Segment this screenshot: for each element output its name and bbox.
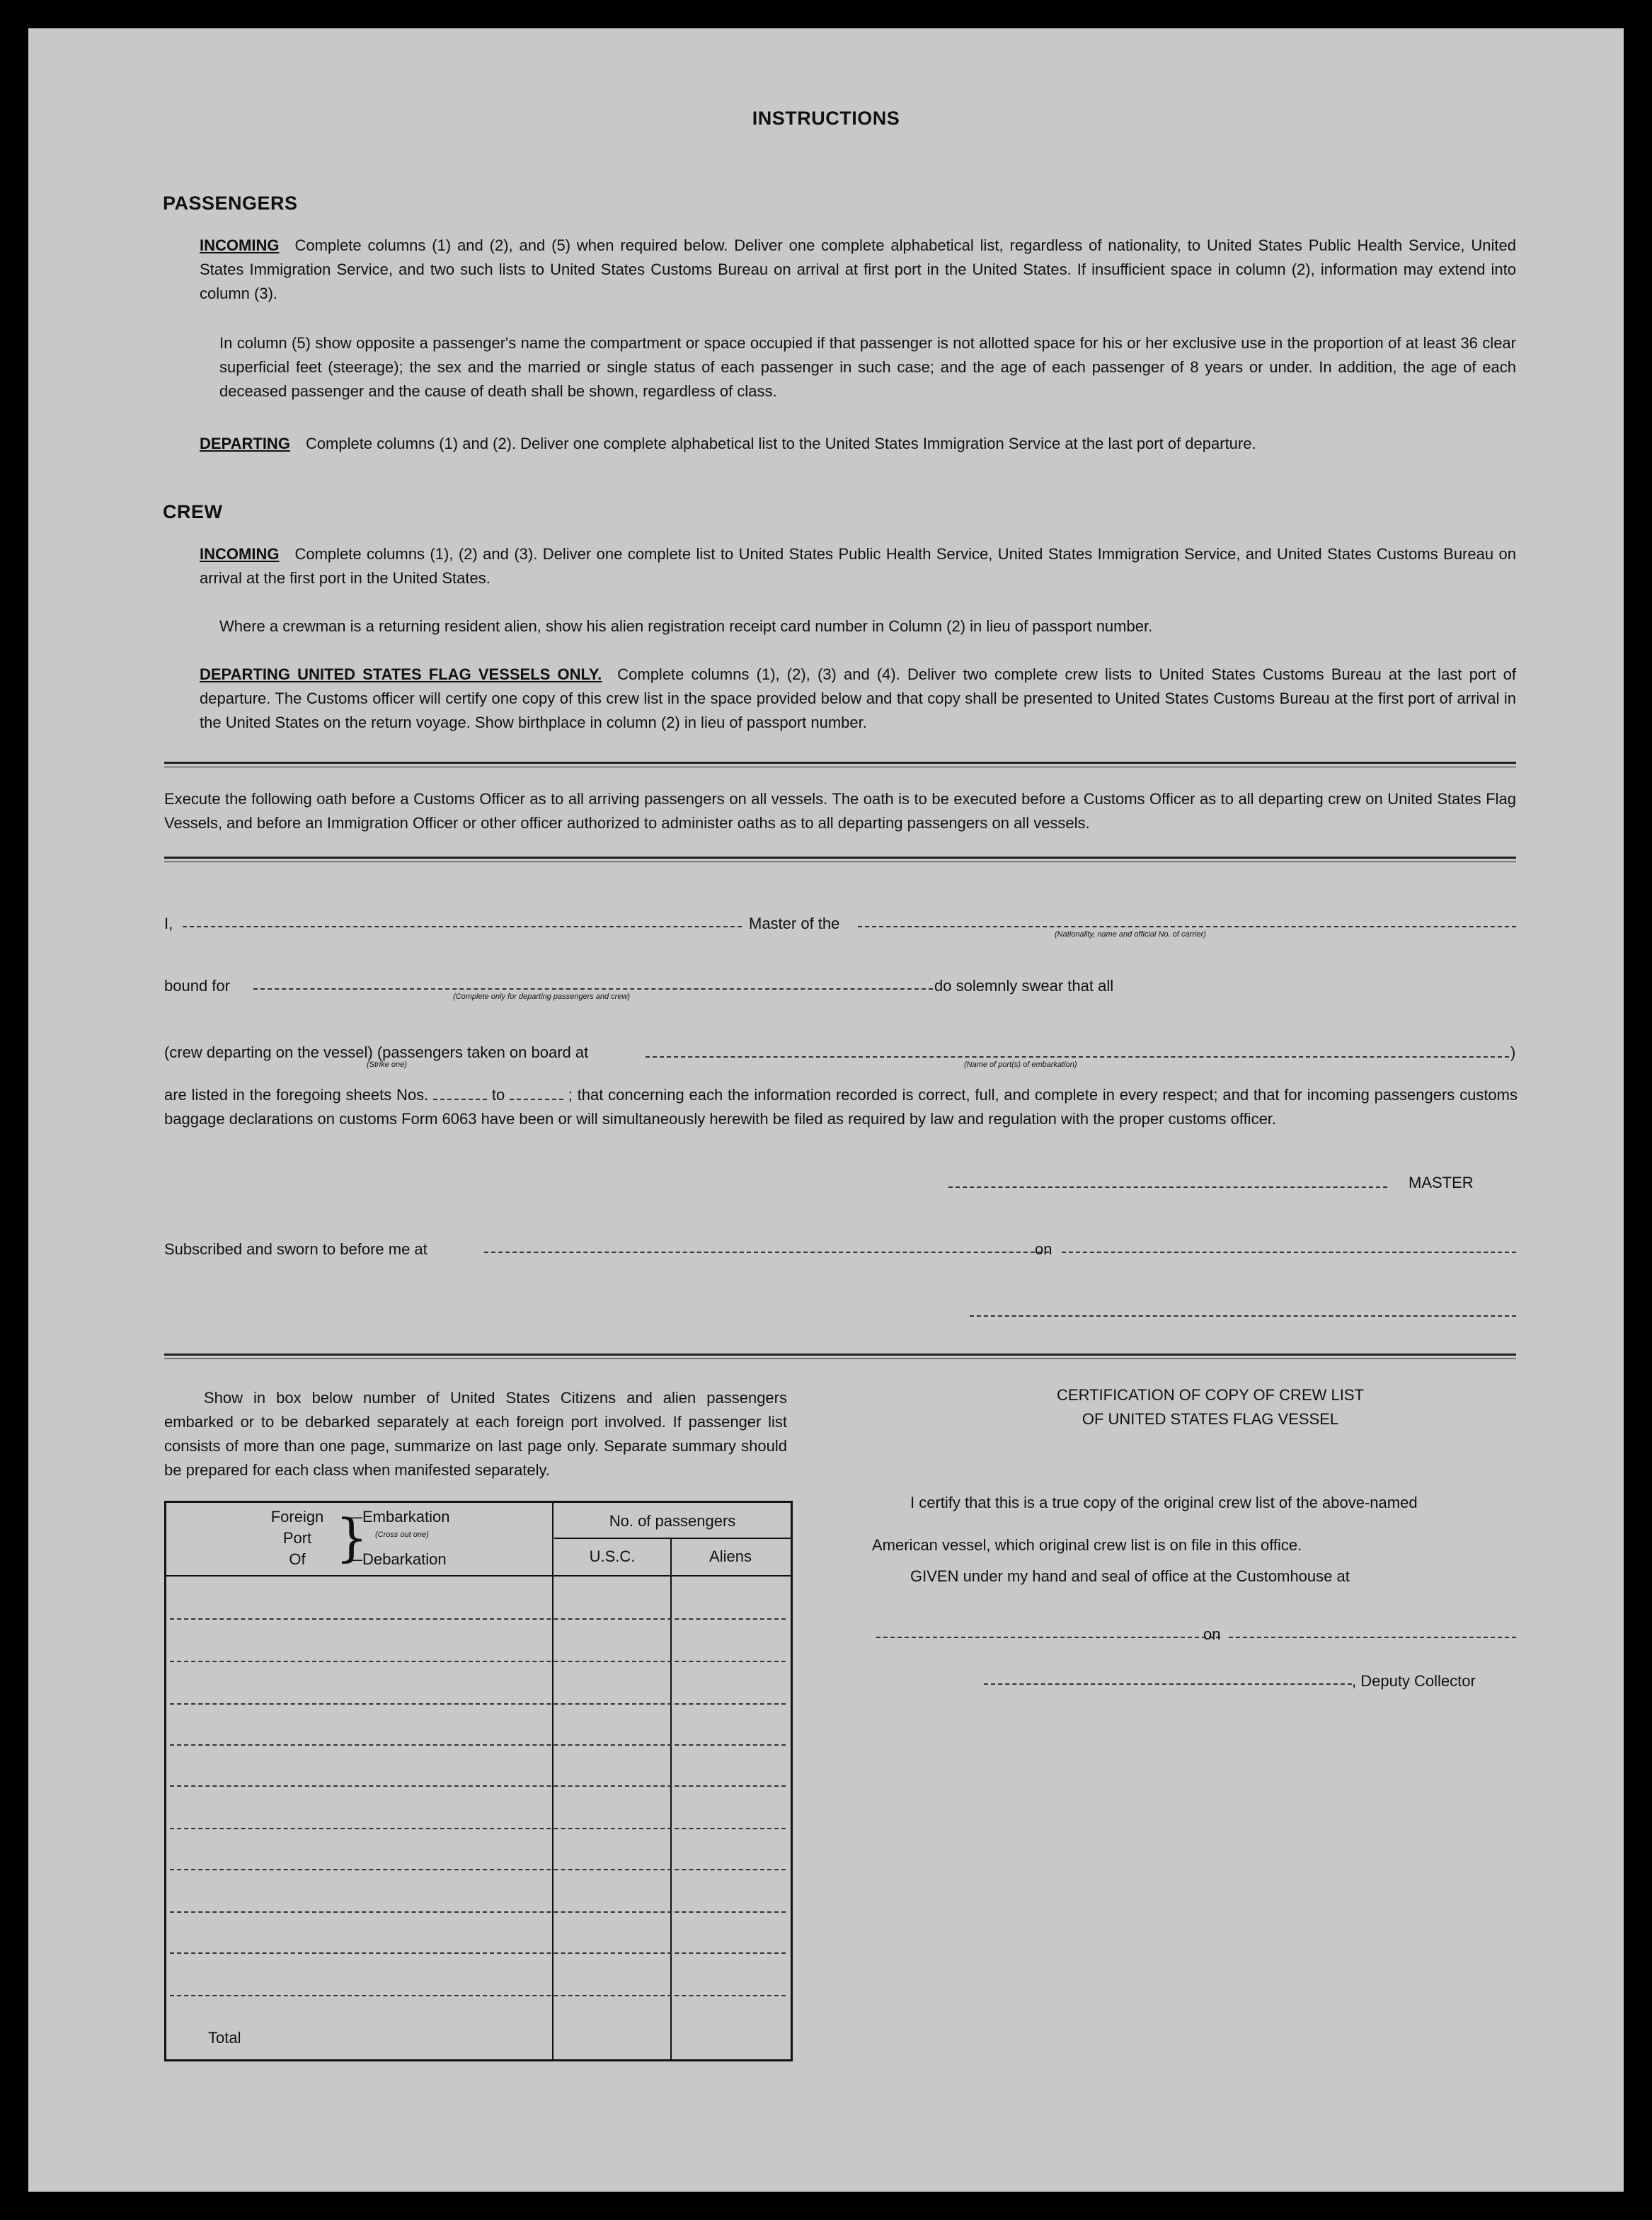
subscribed-label: Subscribed and sworn to before me at [164,1240,428,1258]
bound-for-label: bound for [164,977,230,995]
listed-text-b: ; that concerning each the information recorded is correct, full, and complete in every respect; and that for incoming passengers customs baggage declarations on customs Form 6063 have been or will simultaneously herewith be filed as required by law and regulation with the proper customs officer. [164,1086,1518,1128]
crew-incoming-label: INCOMING [200,545,280,563]
table-row[interactable] [170,1618,786,1620]
summary-table [164,1501,793,2061]
certification-heading-2: OF UNITED STATES FLAG VESSEL [1082,1410,1339,1428]
table-row[interactable] [170,1828,786,1829]
vessel-nationality-field[interactable] [858,926,1516,927]
passengers-incoming-label: INCOMING [200,236,280,254]
master-name-field[interactable] [183,926,742,927]
passengers-column5-paragraph: In column (5) show opposite a passenger's name the compartment or space occupied if that passenger is not allotted space for his or her exclusive use in the proportion of at least 36 clear superficial feet (steerage); the sex and the married or single status of each passenger in such case; and the age of each passenger of 8 years or under. In addition, the age of each deceased passenger and the cause of death shall be shown, regardless of class. [219,334,1516,400]
master-label: MASTER [1409,1174,1474,1191]
usc-header: U.S.C. [589,1547,636,1565]
officer-signature-field[interactable] [970,1315,1516,1317]
crew-departing-strike: (crew departing on the vessel) (passengers taken on board at [164,1043,589,1061]
section-divider [164,857,1516,862]
table-divider [554,1538,791,1539]
table-row[interactable] [170,1952,786,1954]
customhouse-field[interactable] [876,1637,1220,1638]
header-port: Port [282,1529,312,1547]
page-title: INSTRUCTIONS [752,108,900,129]
crew-crewman-paragraph: Where a crewman is a returning resident alien, show his alien registration receipt card number in Column (2) in lieu of passport number. [219,617,1153,635]
certify-text: I certify that this is a true copy of the original crew list of the above-named [910,1494,1418,1511]
passengers-incoming-paragraph [200,234,1516,306]
ports-embarkation-field[interactable] [646,1056,1509,1058]
cert-on-label: on [1203,1625,1221,1643]
sworn-date-field[interactable] [1062,1252,1516,1253]
strike-one-note: (Strike one) [367,1060,407,1069]
section-divider [164,762,1516,767]
master-signature-field[interactable] [948,1186,1387,1188]
table-row[interactable] [170,1661,786,1662]
header-foreign-port-of [262,1506,333,1570]
master-of-the-label: Master of the [749,915,840,932]
sheet-from-field[interactable] [433,1089,487,1100]
crew-departing-text: Complete columns (1), (2), (3) and (4). Deliver two complete crew lists to United States Customs Bureau at the last port of departure. The Customs officer will certify one copy of this crew list in the space provided below and that copy shall be presented to United States Customs Bureau at the first port of arrival in the United States on the return voyage. Show birthplace in column (2) in lieu of passport number. [200,665,1516,731]
bound-for-note: (Complete only for departing passengers and crew) [453,992,631,1001]
deputy-signature-field[interactable] [984,1683,1352,1685]
table-divider [552,1503,553,2059]
header-foreign: Foreign [270,1508,324,1526]
table-row[interactable] [170,1911,786,1913]
passengers-incoming-text: Complete columns (1) and (2), and (5) when required below. Deliver one complete alphabetical list, regardless of nationality, to United States Public Health Service, United States Immigration Service, and two such lists to United States Customs Bureau on arrival at first port in the United States. If insufficient space in column (2), information may extend into column (3). [200,236,1516,302]
crew-departing-paragraph [200,663,1516,735]
crew-departing-label: DEPARTING UNITED STATES FLAG VESSELS ONLY. [200,665,602,683]
embarkation-label: —Embarkation [347,1508,450,1526]
listed-to: to [491,1086,505,1104]
table-row[interactable] [170,1785,786,1787]
sheet-to-field[interactable] [510,1089,563,1100]
cert-date-field[interactable] [1229,1637,1516,1638]
close-paren: ) [1510,1043,1516,1061]
given-text: GIVEN under my hand and seal of office at the Customhouse at [910,1567,1350,1585]
section-divider [164,1354,1516,1359]
listed-paragraph [164,1083,1518,1131]
table-row[interactable] [170,1703,786,1705]
passengers-departing-paragraph [200,432,1516,456]
table-divider [670,1538,672,2059]
no-passengers-header: No. of passengers [609,1512,736,1530]
sworn-on-label: on [1035,1240,1052,1258]
oath-instructions: Execute the following oath before a Customs Officer as to all arriving passengers on all vessels. The oath is to be executed before a Customs Officer as to all departing crew on United States Flag Vessels, and before an Immigration Officer or other officer authorized to administer oaths as to all departing passengers on all vessels. [164,790,1516,832]
crew-incoming-text: Complete columns (1), (2) and (3). Deliver one complete list to United States Public Health Service, United States Immigration Service, and United States Customs Bureau on arrival at the first port in the United States. [200,545,1516,587]
summary-instructions: Show in box below number of United States Citizens and alien passengers embarked or to be debarked separately at each foreign port involved. If passenger list consists of more than one page, summarize on last page only. Separate summary should be prepared for each class when manifested separately. [164,1389,787,1479]
brace-icon: } [335,1508,368,1567]
oath-i-label: I, [164,915,173,932]
form-page [28,28,1624,2192]
aliens-header: Aliens [709,1547,752,1565]
header-of: Of [289,1550,306,1568]
passengers-departing-text: Complete columns (1) and (2). Deliver one complete alphabetical list to the United States Immigration Service at the last port of departure. [305,435,1256,452]
deputy-collector-label: , Deputy Collector [1352,1672,1476,1690]
crew-heading: CREW [163,501,223,522]
nationality-note: (Nationality, name and official No. of carrier) [1055,930,1206,939]
table-divider [166,1575,791,1577]
table-row[interactable] [170,1744,786,1746]
sworn-place-field[interactable] [484,1252,1049,1253]
ports-note: (Name of port(s) of embarkation) [964,1060,1077,1069]
cross-out-note: (Cross out one) [375,1530,429,1539]
table-row[interactable] [170,1869,786,1870]
total-label: Total [208,2029,241,2047]
crew-incoming-paragraph [200,542,1516,590]
passengers-departing-label: DEPARTING [200,435,290,452]
certification-heading [871,1383,1550,1431]
passengers-heading: PASSENGERS [163,193,298,214]
bound-for-field[interactable] [253,988,933,990]
american-vessel-text: American vessel, which original crew list is on file in this office. [872,1536,1302,1554]
debarkation-label: —Debarkation [347,1550,447,1568]
listed-text-a: are listed in the foregoing sheets Nos. [164,1086,429,1104]
table-row[interactable] [170,1995,786,1996]
swear-text: do solemnly swear that all [934,977,1114,995]
certification-heading-1: CERTIFICATION OF COPY OF CREW LIST [1057,1386,1364,1404]
